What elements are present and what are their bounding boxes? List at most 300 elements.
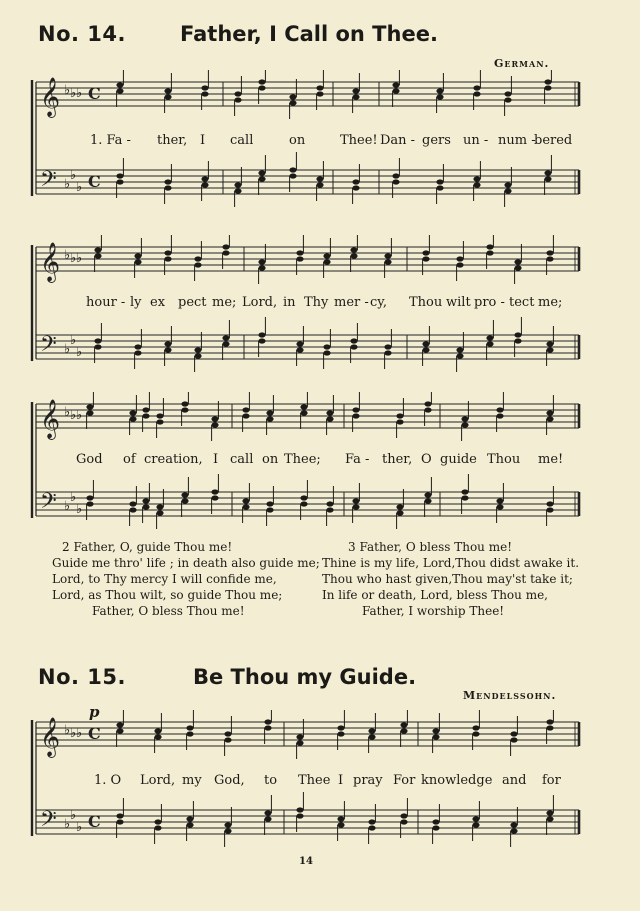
lyric-syllable: Thee bbox=[298, 773, 331, 788]
lyric-syllable: cy, bbox=[370, 295, 388, 310]
lyric-syllable: creation, bbox=[144, 452, 203, 467]
note-head bbox=[94, 247, 101, 252]
note-head bbox=[266, 410, 273, 415]
note-head bbox=[352, 407, 359, 412]
note-head bbox=[496, 498, 503, 503]
note-head bbox=[264, 725, 271, 730]
note-head bbox=[164, 88, 171, 93]
lyric-syllable: 1. O bbox=[94, 773, 122, 788]
hymn-15-composer: Mendelssohn. bbox=[463, 689, 557, 702]
flat-sign: ♭ bbox=[76, 180, 83, 195]
note-head bbox=[504, 91, 511, 96]
note-head bbox=[473, 91, 480, 96]
lyric-syllable: 1. Fa - bbox=[90, 133, 131, 148]
lyric-syllable: Thou bbox=[409, 295, 443, 310]
note-head bbox=[129, 507, 136, 512]
note-head bbox=[486, 335, 493, 340]
common-time: C bbox=[88, 172, 101, 191]
note-head bbox=[142, 504, 149, 509]
note-head bbox=[222, 341, 229, 346]
note-head bbox=[142, 413, 149, 418]
lyric-syllable: Thou bbox=[487, 452, 521, 467]
note-head bbox=[514, 332, 521, 337]
note-head bbox=[86, 495, 93, 500]
common-time: C bbox=[88, 724, 101, 743]
note-head bbox=[472, 816, 479, 821]
note-head bbox=[546, 347, 553, 352]
note-head bbox=[289, 94, 296, 99]
flat-sign: ♭ bbox=[64, 177, 71, 192]
lyric-syllable: for bbox=[542, 773, 561, 788]
flat-sign: ♭ bbox=[76, 726, 83, 741]
note-head bbox=[316, 85, 323, 90]
lyric-syllable: ther, bbox=[157, 133, 188, 148]
note-head bbox=[546, 341, 553, 346]
note-head bbox=[300, 495, 307, 500]
note-head bbox=[266, 507, 273, 512]
note-head bbox=[472, 822, 479, 827]
note-head bbox=[211, 495, 218, 500]
hymn-14-lyrics-row-3 bbox=[0, 452, 640, 470]
note-head bbox=[201, 182, 208, 187]
flat-sign: ♭ bbox=[64, 499, 71, 514]
note-head bbox=[323, 344, 330, 349]
note-head bbox=[496, 407, 503, 412]
note-head bbox=[422, 250, 429, 255]
lyric-syllable: pray bbox=[353, 773, 383, 788]
note-head bbox=[94, 338, 101, 343]
flat-sign: ♭ bbox=[76, 86, 83, 101]
lyric-syllable: call bbox=[230, 133, 254, 148]
note-head bbox=[496, 504, 503, 509]
note-head bbox=[326, 501, 333, 506]
flat-sign: ♭ bbox=[64, 83, 71, 98]
note-head bbox=[242, 407, 249, 412]
note-head bbox=[222, 335, 229, 340]
note-head bbox=[116, 173, 123, 178]
lyric-syllable: on bbox=[262, 452, 279, 467]
note-head bbox=[337, 822, 344, 827]
note-head bbox=[258, 176, 265, 181]
note-head bbox=[432, 819, 439, 824]
hymn-14-lyrics-row-1 bbox=[0, 133, 640, 151]
lyric-syllable: call bbox=[230, 452, 254, 467]
note-head bbox=[436, 88, 443, 93]
hymn-14-title: Father, I Call on Thee. bbox=[180, 22, 438, 46]
note-head bbox=[368, 728, 375, 733]
lyric-syllable: mer - bbox=[334, 295, 369, 310]
note-head bbox=[424, 498, 431, 503]
note-head bbox=[129, 501, 136, 506]
lyric-syllable: Thy bbox=[304, 295, 329, 310]
lyric-syllable: Thee; bbox=[284, 452, 321, 467]
flat-sign: ♭ bbox=[64, 817, 71, 832]
note-head bbox=[424, 401, 431, 406]
note-head bbox=[258, 265, 265, 270]
verse-line: 2 Father, O, guide Thou me! bbox=[62, 540, 233, 554]
hymn-14-verse-2 bbox=[52, 539, 320, 619]
lyric-syllable: bered bbox=[534, 133, 573, 148]
note-head bbox=[510, 731, 517, 736]
note-head bbox=[400, 819, 407, 824]
note-head bbox=[86, 404, 93, 409]
note-head bbox=[352, 88, 359, 93]
note-head bbox=[504, 188, 511, 193]
note-head bbox=[368, 734, 375, 739]
verse-line: Thou who hast given,Thou may'st take it; bbox=[322, 572, 573, 586]
flat-sign: ♭ bbox=[70, 808, 77, 823]
hymn-15-lyrics-row-1 bbox=[0, 773, 640, 791]
note-head bbox=[154, 825, 161, 830]
note-head bbox=[129, 416, 136, 421]
note-head bbox=[300, 410, 307, 415]
page-number: 14 bbox=[299, 856, 313, 867]
note-head bbox=[510, 822, 517, 827]
lyric-syllable: God, bbox=[214, 773, 245, 788]
note-head bbox=[289, 100, 296, 105]
note-head bbox=[316, 182, 323, 187]
note-head bbox=[316, 176, 323, 181]
note-head bbox=[164, 185, 171, 190]
bass-clef: 𝄢 bbox=[40, 807, 57, 837]
note-head bbox=[242, 413, 249, 418]
note-head bbox=[472, 731, 479, 736]
note-head bbox=[258, 170, 265, 175]
note-head bbox=[486, 250, 493, 255]
note-head bbox=[352, 185, 359, 190]
note-head bbox=[546, 810, 553, 815]
hymn-15-title: Be Thou my Guide. bbox=[193, 665, 417, 689]
lyric-syllable: Thee! bbox=[340, 133, 378, 148]
note-head bbox=[134, 259, 141, 264]
lyric-syllable: I bbox=[338, 773, 344, 788]
note-head bbox=[296, 807, 303, 812]
note-head bbox=[164, 347, 171, 352]
note-head bbox=[316, 91, 323, 96]
hymn-15-number: No. 15. bbox=[38, 665, 126, 689]
note-head bbox=[510, 737, 517, 742]
note-head bbox=[544, 170, 551, 175]
bass-clef: 𝄢 bbox=[40, 332, 57, 362]
note-head bbox=[473, 182, 480, 187]
note-head bbox=[436, 185, 443, 190]
note-head bbox=[432, 825, 439, 830]
note-head bbox=[546, 725, 553, 730]
note-head bbox=[350, 338, 357, 343]
note-head bbox=[154, 728, 161, 733]
note-head bbox=[94, 344, 101, 349]
note-head bbox=[456, 347, 463, 352]
note-head bbox=[222, 250, 229, 255]
note-head bbox=[544, 85, 551, 90]
hymn-14-verse-3 bbox=[322, 539, 579, 619]
note-head bbox=[156, 504, 163, 509]
note-head bbox=[222, 244, 229, 249]
treble-clef: 𝄞 bbox=[40, 717, 61, 757]
note-head bbox=[156, 413, 163, 418]
note-head bbox=[181, 407, 188, 412]
note-head bbox=[473, 85, 480, 90]
note-head bbox=[116, 88, 123, 93]
note-head bbox=[164, 179, 171, 184]
note-head bbox=[350, 247, 357, 252]
verse-line: Thine is my life, Lord,Thou didst awake it. bbox=[322, 556, 580, 570]
verse-line: Guide me thro' life ; in death also guide me; bbox=[52, 556, 320, 570]
treble-clef: 𝄞 bbox=[40, 399, 61, 439]
flat-sign: ♭ bbox=[64, 723, 71, 738]
note-head bbox=[154, 819, 161, 824]
note-head bbox=[258, 259, 265, 264]
note-head bbox=[546, 501, 553, 506]
flat-sign: ♭ bbox=[70, 86, 77, 101]
note-head bbox=[300, 404, 307, 409]
note-head bbox=[546, 250, 553, 255]
verse-line: Lord, as Thou wilt, so guide Thou me; bbox=[52, 588, 283, 602]
note-head bbox=[242, 504, 249, 509]
note-head bbox=[201, 176, 208, 181]
note-head bbox=[86, 501, 93, 506]
note-head bbox=[234, 97, 241, 102]
note-head bbox=[86, 410, 93, 415]
note-head bbox=[352, 94, 359, 99]
note-head bbox=[242, 498, 249, 503]
bass-clef: 𝄢 bbox=[40, 489, 57, 519]
lyric-syllable: Dan - bbox=[380, 133, 416, 148]
lyric-syllable: wilt bbox=[446, 295, 471, 310]
note-head bbox=[116, 819, 123, 824]
treble-clef: 𝄞 bbox=[40, 77, 61, 117]
note-head bbox=[116, 813, 123, 818]
note-head bbox=[456, 256, 463, 261]
note-head bbox=[323, 259, 330, 264]
lyric-syllable: in bbox=[283, 295, 296, 310]
lyric-syllable: knowledge bbox=[421, 773, 493, 788]
note-head bbox=[392, 173, 399, 178]
note-head bbox=[116, 179, 123, 184]
lyric-syllable: gers bbox=[422, 133, 451, 148]
bass-clef: 𝄢 bbox=[40, 167, 57, 197]
note-head bbox=[266, 416, 273, 421]
flat-sign: ♭ bbox=[76, 345, 83, 360]
note-head bbox=[396, 504, 403, 509]
note-head bbox=[350, 344, 357, 349]
note-head bbox=[194, 353, 201, 358]
lyric-syllable: un - bbox=[463, 133, 489, 148]
note-head bbox=[384, 350, 391, 355]
note-head bbox=[384, 259, 391, 264]
note-head bbox=[116, 728, 123, 733]
note-head bbox=[264, 816, 271, 821]
flat-sign: ♭ bbox=[64, 342, 71, 357]
hymn-14-number: No. 14. bbox=[38, 22, 126, 46]
note-head bbox=[296, 256, 303, 261]
note-head bbox=[289, 167, 296, 172]
note-head bbox=[396, 413, 403, 418]
note-head bbox=[164, 250, 171, 255]
note-head bbox=[142, 407, 149, 412]
lyric-syllable: Lord, bbox=[140, 773, 176, 788]
common-time: C bbox=[88, 84, 101, 103]
note-head bbox=[544, 79, 551, 84]
note-head bbox=[116, 82, 123, 87]
note-head bbox=[224, 731, 231, 736]
note-head bbox=[154, 734, 161, 739]
note-head bbox=[424, 492, 431, 497]
note-head bbox=[514, 265, 521, 270]
lyric-syllable: me! bbox=[538, 452, 564, 467]
note-head bbox=[461, 416, 468, 421]
lyric-syllable: me; bbox=[538, 295, 563, 310]
note-head bbox=[396, 510, 403, 515]
note-head bbox=[258, 332, 265, 337]
note-head bbox=[384, 344, 391, 349]
lyric-syllable: Lord, bbox=[242, 295, 278, 310]
flat-sign: ♭ bbox=[76, 502, 83, 517]
note-head bbox=[326, 410, 333, 415]
note-head bbox=[181, 492, 188, 497]
note-head bbox=[456, 353, 463, 358]
verse-line: Father, I worship Thee! bbox=[362, 604, 505, 618]
common-time: C bbox=[88, 812, 101, 831]
note-head bbox=[432, 728, 439, 733]
lyric-syllable: Fa - bbox=[345, 452, 370, 467]
lyric-syllable: pro - bbox=[474, 295, 505, 310]
note-head bbox=[134, 350, 141, 355]
hymn-14-lyrics-row-2 bbox=[0, 295, 640, 313]
note-head bbox=[181, 498, 188, 503]
note-head bbox=[392, 88, 399, 93]
note-head bbox=[514, 259, 521, 264]
note-head bbox=[224, 828, 231, 833]
verse-line: Lord, to Thy mercy I will confide me, bbox=[52, 572, 277, 586]
note-head bbox=[296, 341, 303, 346]
lyric-syllable: my bbox=[182, 773, 202, 788]
flat-sign: ♭ bbox=[64, 248, 71, 263]
note-head bbox=[504, 182, 511, 187]
note-head bbox=[546, 256, 553, 261]
note-head bbox=[296, 734, 303, 739]
note-head bbox=[368, 825, 375, 830]
note-head bbox=[504, 97, 511, 102]
note-head bbox=[164, 256, 171, 261]
lyric-syllable: num - bbox=[498, 133, 536, 148]
note-head bbox=[186, 822, 193, 827]
note-head bbox=[546, 507, 553, 512]
treble-clef: 𝄞 bbox=[40, 242, 61, 282]
note-head bbox=[514, 338, 521, 343]
note-head bbox=[461, 422, 468, 427]
note-head bbox=[264, 719, 271, 724]
flat-sign: ♭ bbox=[70, 251, 77, 266]
note-head bbox=[142, 498, 149, 503]
note-head bbox=[296, 813, 303, 818]
note-head bbox=[472, 725, 479, 730]
note-head bbox=[400, 813, 407, 818]
note-head bbox=[94, 253, 101, 258]
note-head bbox=[116, 722, 123, 727]
note-head bbox=[326, 416, 333, 421]
note-head bbox=[211, 422, 218, 427]
note-head bbox=[473, 176, 480, 181]
note-head bbox=[422, 341, 429, 346]
flat-sign: ♭ bbox=[70, 168, 77, 183]
note-head bbox=[461, 495, 468, 500]
note-head bbox=[368, 819, 375, 824]
note-head bbox=[129, 410, 136, 415]
note-head bbox=[296, 250, 303, 255]
note-head bbox=[337, 725, 344, 730]
note-head bbox=[194, 256, 201, 261]
note-head bbox=[258, 338, 265, 343]
note-head bbox=[396, 419, 403, 424]
note-head bbox=[258, 85, 265, 90]
flat-sign: ♭ bbox=[76, 820, 83, 835]
lyric-syllable: of bbox=[123, 452, 136, 467]
note-head bbox=[234, 188, 241, 193]
lyric-syllable: tect bbox=[509, 295, 535, 310]
note-head bbox=[194, 262, 201, 267]
note-head bbox=[456, 262, 463, 267]
note-head bbox=[156, 510, 163, 515]
hymn-14-composer: German. bbox=[494, 57, 550, 70]
note-head bbox=[486, 341, 493, 346]
lyric-syllable: O bbox=[421, 452, 432, 467]
note-head bbox=[186, 725, 193, 730]
note-head bbox=[352, 498, 359, 503]
note-head bbox=[186, 731, 193, 736]
note-head bbox=[546, 719, 553, 724]
verse-line: Father, O bless Thou me! bbox=[92, 604, 245, 618]
note-head bbox=[337, 816, 344, 821]
lyric-syllable: guide bbox=[440, 452, 477, 467]
note-head bbox=[211, 489, 218, 494]
note-head bbox=[134, 253, 141, 258]
note-head bbox=[211, 416, 218, 421]
note-head bbox=[258, 79, 265, 84]
note-head bbox=[510, 828, 517, 833]
lyric-syllable: and bbox=[502, 773, 527, 788]
flat-sign: ♭ bbox=[64, 405, 71, 420]
note-head bbox=[323, 350, 330, 355]
note-head bbox=[266, 501, 273, 506]
note-head bbox=[201, 85, 208, 90]
flat-sign: ♭ bbox=[76, 408, 83, 423]
flat-sign: ♭ bbox=[70, 726, 77, 741]
note-head bbox=[432, 734, 439, 739]
lyric-syllable: hour - bbox=[86, 295, 126, 310]
note-head bbox=[400, 728, 407, 733]
note-head bbox=[234, 182, 241, 187]
note-head bbox=[496, 413, 503, 418]
note-head bbox=[424, 407, 431, 412]
note-head bbox=[234, 91, 241, 96]
note-head bbox=[352, 179, 359, 184]
dynamic-marking: p bbox=[89, 703, 100, 721]
note-head bbox=[546, 416, 553, 421]
note-head bbox=[289, 173, 296, 178]
flat-sign: ♭ bbox=[70, 408, 77, 423]
lyric-syllable: ther, bbox=[382, 452, 413, 467]
note-head bbox=[422, 347, 429, 352]
note-head bbox=[264, 810, 271, 815]
flat-sign: ♭ bbox=[76, 251, 83, 266]
lyric-syllable: to bbox=[264, 773, 278, 788]
lyric-syllable: I bbox=[213, 452, 219, 467]
note-head bbox=[544, 176, 551, 181]
note-head bbox=[224, 737, 231, 742]
note-head bbox=[134, 344, 141, 349]
lyric-syllable: ly bbox=[130, 295, 142, 310]
